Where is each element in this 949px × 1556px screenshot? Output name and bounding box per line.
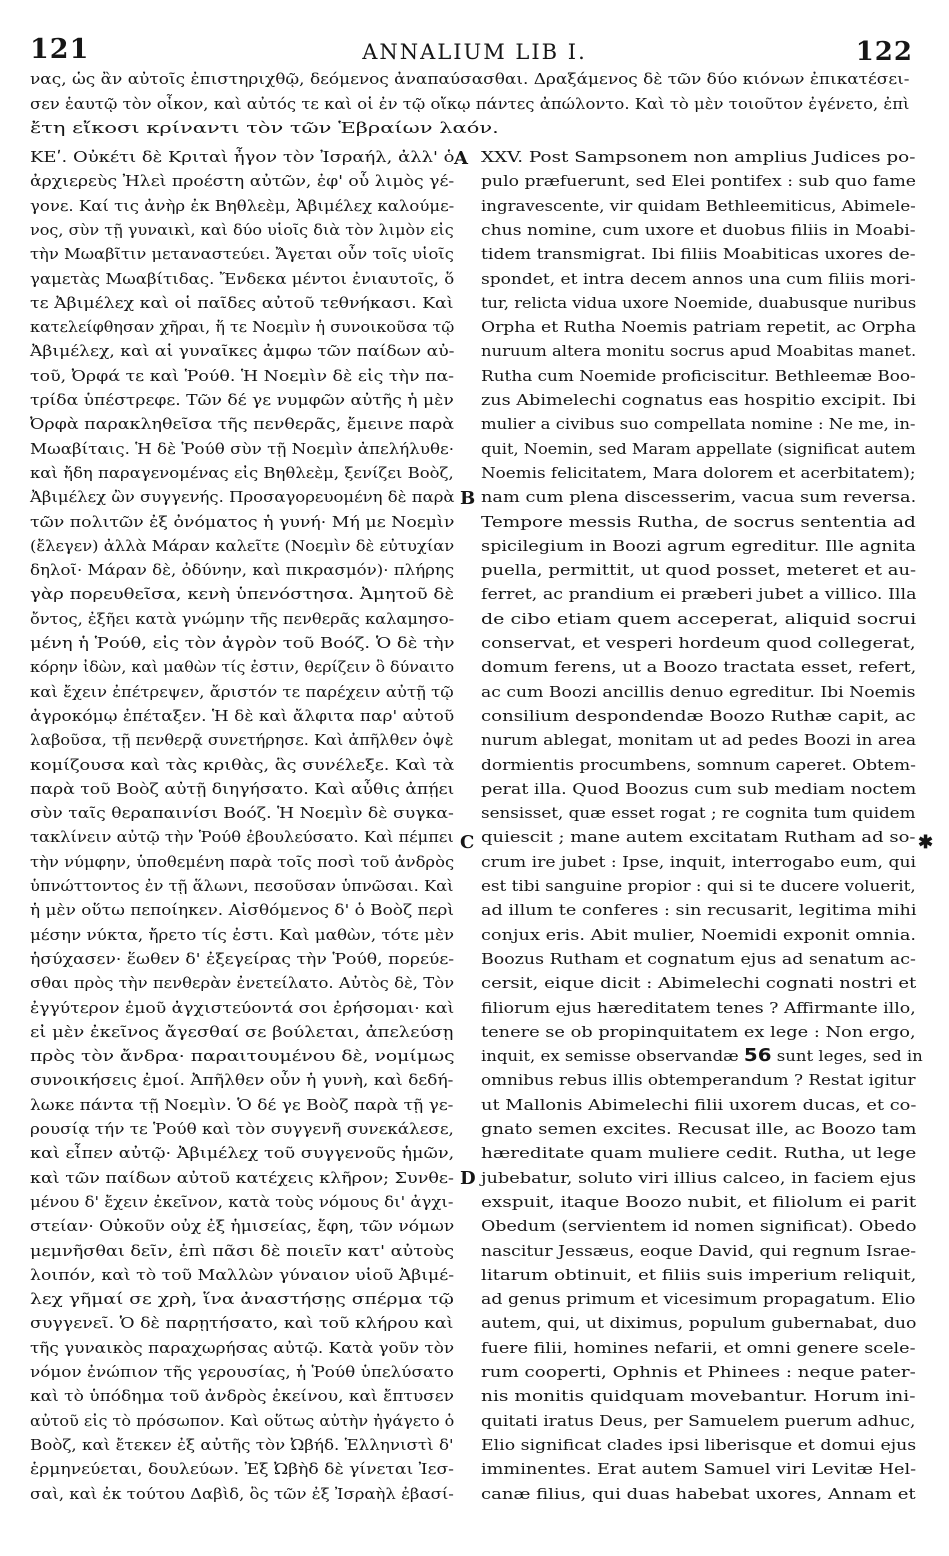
greek-line: νος, σὺν τῇ γυναικὶ, καὶ δύο υἱοῖς διὰ τὸν λιμὸν εἰς bbox=[30, 220, 454, 239]
latin-line: zus Abimelechi cognatus eas hospitio excipit. Ibi bbox=[481, 391, 916, 409]
latin-line: XXV. Post Sampsonem non amplius Judices po- bbox=[481, 148, 916, 166]
latin-line: quit, Noemin, sed Maram appellate (significat autem bbox=[481, 439, 916, 458]
greek-line: εἰ μὲν ἐκεῖνος ἄγεσθαί σε βούλεται, ἀπελεύσῃ bbox=[30, 1022, 454, 1041]
greek-line: δηλοῖ· Μάραν δὲ, ὀδύνην, καὶ πικρασμόν)· πλήρης bbox=[30, 561, 455, 580]
latin-line: imminentes. Erat autem Samuel viri Levitæ Hel- bbox=[481, 1460, 917, 1479]
greek-line: καὶ εἶπεν αὐτῷ· Ἀβιμέλεχ τοῦ συγγενοῦς ἡμῶν, bbox=[30, 1144, 455, 1163]
greek-line: τῆς γυναικὸς παραχωρήσας αὐτῷ. Κατὰ γοῦν τὸν bbox=[30, 1338, 455, 1357]
greek-line: καὶ τῶν παίδων αὐτοῦ κατέχεις κλῆρον; Συνθε- bbox=[30, 1168, 454, 1187]
latin-line: perat illa. Quod Boozus cum sub mediam noctem bbox=[481, 779, 917, 798]
latin-line: sensisset, quæ esset rogat ; re cognita tum quidem bbox=[481, 804, 916, 823]
latin-line: Rutha cum Noemide proficiscitur. Bethleemæ Boo- bbox=[481, 366, 916, 385]
latin-line: crum ire jubet : Ipse, inquit, interrogabo eum, qui bbox=[481, 852, 917, 871]
latin-line: ingravescente, vir quidam Bethleemiticus, Abimele- bbox=[481, 196, 916, 215]
latin-line: autem, qui, ut diximus, populum gubernabat, duo bbox=[481, 1314, 917, 1333]
greek-line: Ἀβιμέλεχ, καὶ αἱ γυναῖκες ἀμφω τῶν παίδων αὐ- bbox=[30, 342, 455, 361]
greek-line: συγγενεῖ. Ὁ δὲ παρῃτήσατο, καὶ τοῦ κλήρου καὶ bbox=[30, 1314, 454, 1333]
greek-line: μένου δ' ἔχειν ἐκεῖνον, κατὰ τοὺς νόμους δι' ἀγχι- bbox=[30, 1192, 454, 1211]
section-marker-a: A bbox=[454, 148, 468, 169]
greek-line: ὑπνώττοντος ἐν τῇ ἅλωνι, πεσοῦσαν ὑπνῶσαι. Καὶ bbox=[30, 877, 454, 895]
latin-line: ac cum Boozi ancillis denuo egreditur. Ibi Noemis bbox=[481, 682, 916, 701]
greek-line: ἀρχιερεὺς Ἠλεὶ προέστη αὐτῶν, ἐφ' οὗ λιμὸς γέ- bbox=[30, 172, 455, 191]
greek-line: παρὰ τοῦ Βοὸζ αὐτῇ διηγήσατο. Καὶ αὖθις ἀπῄει bbox=[30, 779, 455, 798]
greek-line: πρὸς τὸν ἄνδρα· παραιτουμένου δὲ, νομίμως bbox=[30, 1047, 455, 1066]
running-title: ANNALIUM LIB I. bbox=[362, 40, 587, 64]
latin-line: domum ferens, ut a Boozo tractata esset, refert, bbox=[481, 658, 917, 677]
top-line: νας, ὡς ἂν αὐτοῖς ἐπιστηριχθῷ, δεόμενος ἀναπαύσασθαι. Δραξάμενος δὲ τῶν δύο κιόνων ἐπικατέσει- bbox=[30, 70, 910, 88]
latin-line: canæ filius, qui duas habebat uxores, Annam et bbox=[481, 1484, 916, 1503]
section-marker-d: D bbox=[460, 1168, 476, 1189]
greek-line: τακλίνειν αὐτῷ τὴν Ῥούθ ἐβουλεύσατο. Καὶ πέμπει bbox=[30, 828, 454, 847]
latin-line: jubebatur, soluto viri illius calceo, in faciem ejus bbox=[481, 1168, 917, 1187]
left-page-number: 121 bbox=[30, 34, 90, 65]
greek-line: γαμετὰς Μωαβίτιδας. Ἔνδεκα μέντοι ἐνιαυτοῖς, ὅ bbox=[30, 269, 455, 288]
greek-line: Μωαβίταις. Ἡ δὲ Ῥούθ σὺν τῇ Νοεμὶν ἀπελήλυθε· bbox=[30, 439, 455, 458]
latin-line: litarum obtinuit, et filiis suis imperium reliquit, bbox=[481, 1265, 917, 1284]
greek-line: καὶ ἔχειν ἐπέτρεψεν, ἄριστόν τε παρέχειν αὐτῇ τῷ bbox=[30, 682, 454, 701]
greek-line: τῶν πολιτῶν ἐξ ὀνόματος ἡ γυνή· Μή με Νοεμὶν bbox=[30, 512, 455, 531]
greek-line: μέσην νύκτα, ἤρετο τίς ἐστι. Καὶ μαθὼν, τότε μὲν bbox=[30, 925, 455, 944]
latin-line: mulier a civibus suo compellata nomine : Ne me, in- bbox=[481, 415, 916, 434]
right-page-number: 122 bbox=[855, 37, 913, 67]
greek-line: ἐγγύτερον ἐμοῦ ἀγχιστεύοντά σοι ἐρήσομαι· καὶ bbox=[30, 998, 455, 1017]
latin-line: rum cooperti, Ophnis et Phinees : neque pater- bbox=[481, 1363, 916, 1381]
latin-line: consilium despondendæ Boozo Ruthæ capit, ac bbox=[481, 706, 916, 725]
greek-line: κατελείφθησαν χῆραι, ἥ τε Νοεμὶν ἡ συνοικοῦσα τῷ bbox=[30, 318, 455, 337]
latin-line: Tempore messis Rutha, de socrus sententia ad bbox=[481, 512, 916, 531]
greek-line: καὶ τὸ ὑπόδημα τοῦ ἀνδρὸς ἐκείνου, καὶ ἔπτυσεν bbox=[30, 1387, 454, 1406]
greek-line: ρουσίᾳ τήν τε Ῥούθ καὶ τὸν συγγενῆ συνεκάλεσε, bbox=[30, 1120, 454, 1138]
latin-line: nurum ablegat, monitam ut ad pedes Boozi in area bbox=[481, 731, 917, 750]
greek-line: νόμον ἐνώπιον τῆς γερουσίας, ἡ Ῥούθ ὑπελύσατο bbox=[30, 1363, 454, 1381]
latin-line: pulo præfuerunt, sed Elei pontifex : sub quo fame bbox=[481, 172, 916, 191]
latin-line: tur, relicta vidua uxore Noemide, duabusque nuribus bbox=[481, 293, 917, 312]
greek-line: σαὶ, καὶ ἐκ τούτου Δαβὶδ, ὃς τῶν ἐξ Ἰσραὴλ ἐβασί- bbox=[30, 1484, 454, 1503]
latin-line: puella, permittit, ut quod posset, meteret et au- bbox=[481, 561, 917, 580]
greek-line: κομίζουσα καὶ τὰς κριθὰς, ἃς συνέλεξε. Καὶ τὰ bbox=[30, 755, 455, 774]
latin-line: omnibus rebus illis obtemperandum ? Restat igitur bbox=[481, 1071, 916, 1090]
inline-page-marker: 56 bbox=[743, 1045, 772, 1067]
section-marker-c: C bbox=[460, 832, 475, 853]
latin-line: nuruum altera monitu socrus apud Moabitas manet. bbox=[481, 342, 917, 361]
latin-line: filiorum ejus hæreditatem tenes ? Affirmante illo, bbox=[481, 998, 916, 1017]
greek-line: τρίδα ὑπέστρεφε. Τῶν δέ γε νυμφῶν αὐτῆς ἡ μὲν bbox=[30, 391, 454, 409]
latin-line: ad illum te conferes : sin recusarit, legitima mihi bbox=[481, 901, 917, 920]
latin-line: cersit, eique dicit : Abimelechi cognati nostri et bbox=[481, 974, 917, 993]
latin-line: nis monitis quidquam movebantur. Horum ini- bbox=[481, 1387, 916, 1406]
latin-line: ut Mallonis Abimelechi filii uxorem ducas, et co- bbox=[481, 1095, 917, 1114]
greek-line: τὴν νύμφην, ὑποθεμένη παρὰ τοῖς ποσὶ τοῦ ἀνδρὸς bbox=[30, 852, 455, 871]
latin-line: Orpha et Rutha Noemis patriam repetit, ac Orpha bbox=[481, 318, 917, 337]
latin-line: quitati iratus Deus, per Samuelem puerum adhuc, bbox=[481, 1411, 916, 1430]
top-line: σεν ἑαυτῷ τὸν οἶκον, καὶ αὐτός τε καὶ οἱ ἐν τῷ οἴκῳ πάντες ἀπώλοντο. Καὶ τὸ μὲν τοιοῦτον ἐγένετο, ἐπὶ bbox=[30, 94, 910, 113]
greek-line: Βοὸζ, καὶ ἔτεκεν ἐξ αὐτῆς τὸν Ὠβήδ. Ἑλληνιστὶ δ' bbox=[30, 1435, 454, 1454]
section-marker-b: B bbox=[460, 488, 476, 509]
latin-line: dormientis procumbens, somnum caperet. Obtem- bbox=[481, 755, 916, 774]
top-line: ἔτη εἴκοσι κρίναντι τὸν τῶν Ἑβραίων λαόν. bbox=[30, 119, 499, 137]
greek-line: ὄντος, ἐξῆει κατὰ γνώμην τῆς πενθερᾶς καλαμησο- bbox=[30, 609, 455, 628]
greek-line: γονε. Καί τις ἀνὴρ ἐκ Βηθλεὲμ, Ἀβιμέλεχ καλούμε- bbox=[30, 196, 455, 215]
greek-line: τε Ἀβιμέλεχ καὶ οἱ παῖδες αὐτοῦ τεθνήκασι. Καὶ bbox=[30, 293, 454, 312]
latin-line: de cibo etiam quem acceperat, aliquid socrui bbox=[481, 609, 917, 628]
latin-line: nam cum plena discesserim, vacua sum reversa. bbox=[481, 488, 917, 507]
latin-line: Obedum (servientem id nomen significat). Obedo bbox=[481, 1217, 917, 1236]
latin-line: conservat, et vesperi hordeum quod collegerat, bbox=[481, 634, 916, 652]
latin-line: chus nomine, cum uxore et duobus filiis in Moabi- bbox=[481, 220, 916, 239]
greek-line: λοιπόν, καὶ τὸ τοῦ Μαλλὼν γύναιον υἱοῦ Ἀβιμέ- bbox=[30, 1265, 455, 1284]
greek-line: αὐτοῦ εἰς τὸ πρόσωπον. Καὶ οὕτως αὐτὴν ἠγάγετο ὁ bbox=[30, 1411, 455, 1430]
latin-line: spicilegium in Boozi agrum egreditur. Ille agnita bbox=[481, 536, 916, 555]
fleuron-mark: ✱ bbox=[918, 832, 934, 853]
latin-line: conjux eris. Abit mulier, Noemidi exponit omnia. bbox=[481, 925, 917, 944]
latin-line: gnato semen excites. Recusat ille, ac Boozo tam bbox=[481, 1120, 917, 1138]
greek-line: ἑρμηνεύεται, δουλεύων. Ἐξ Ὠβὴδ δὲ γίνεται Ἰεσ- bbox=[30, 1460, 454, 1479]
latin-line: tenere se ob propinquitatem ex lege : Non ergo, bbox=[481, 1022, 916, 1041]
greek-line: γὰρ πορευθεῖσα, κενὴ ὑπενόστησα. Ἀμητοῦ δὲ bbox=[30, 585, 455, 604]
greek-line: κόρην ἰδὼν, καὶ μαθὼν τίς ἐστιν, θερίζειν ὃ δύναιτο bbox=[30, 658, 455, 677]
latin-line: Elio significat clades ipsi liberisque et domui ejus bbox=[481, 1435, 917, 1454]
greek-line: τοῦ, Ὀρφά τε καὶ Ῥούθ. Ἡ Νοεμὶν δὲ εἰς τὴν πα- bbox=[30, 366, 455, 385]
greek-line: ἡ μὲν οὕτω πεποίηκεν. Αἰσθόμενος δ' ὁ Βοὸζ περὶ bbox=[30, 901, 454, 920]
greek-line: λεχ γῆμαί σε χρὴ, ἵνα ἀναστήσῃς σπέρμα τῷ bbox=[30, 1290, 454, 1309]
latin-line: inquit, ex semisse observandæ 56 sunt leges, sed in bbox=[481, 1045, 923, 1067]
latin-line: fuere filii, homines nefarii, et omni genere scele- bbox=[481, 1338, 916, 1357]
greek-line: Ἀβιμέλεχ ὢν συγγενής. Προσαγορευομένη δὲ παρὰ bbox=[30, 488, 455, 507]
greek-line: ἀγροκόμῳ ἐπέταξεν. Ἡ δὲ καὶ ἄλφιτα παρ' αὐτοῦ bbox=[30, 706, 455, 725]
greek-line: στείαν· Οὐκοῦν οὐχ ἐξ ἡμισείας, ἔφη, τῶν νόμων bbox=[30, 1217, 455, 1236]
latin-line: spondet, et intra decem annos una cum filiis mori- bbox=[481, 269, 916, 288]
greek-line: μεμνῆσθαι δεῖν, ἐπὶ πᾶσι δὲ ποιεῖν κατ' αὐτοὺς bbox=[30, 1241, 455, 1260]
greek-line: ΚΕʹ. Οὐκέτι δὲ Κριταὶ ἦγον τὸν Ἰσραήλ, ἀλλ' ὁ bbox=[30, 148, 455, 166]
latin-line: exspuit, itaque Boozo nubit, et filiolum ei parit bbox=[481, 1192, 917, 1211]
greek-line: (ἔλεγεν) ἀλλὰ Μάραν καλεῖτε (Νοεμὶν δὲ εὐτυχίαν bbox=[30, 536, 455, 555]
latin-line: Boozus Rutham et cognatum ejus ad senatum ac- bbox=[481, 949, 916, 968]
greek-line: Ὀρφὰ παρακληθεῖσα τῆς πενθερᾶς, ἔμεινε παρὰ bbox=[30, 415, 455, 434]
greek-line: τὴν Μωαβῖτιν μεταναστεύει. Ἄγεται οὖν τοῖς υἱοῖς bbox=[30, 245, 454, 264]
latin-line: tidem transmigrat. Ibi filiis Moabiticas uxores de- bbox=[481, 245, 916, 264]
latin-line: quiescit ; mane autem excitatam Rutham ad so- bbox=[481, 828, 916, 847]
latin-line: nascitur Jessæus, eoque David, qui regnum Israe- bbox=[481, 1241, 917, 1260]
greek-line: λαβοῦσα, τῇ πενθερᾷ συνετήρησε. Καὶ ἀπῆλθεν ὀψὲ bbox=[30, 731, 454, 750]
latin-line: hæreditate quam muliere cedit. Rutha, ut lege bbox=[481, 1144, 917, 1163]
latin-line: ad genus primum et vicesimum propagatum. Elio bbox=[481, 1290, 916, 1309]
greek-line: μένη ἡ Ῥούθ, εἰς τὸν ἀγρὸν τοῦ Βοόζ. Ὁ δὲ τὴν bbox=[30, 634, 455, 652]
greek-line: σὺν ταῖς θεραπαινίσι Βοόζ. Ἡ Νοεμὶν δὲ συγκα- bbox=[30, 804, 454, 823]
latin-line: est tibi sanguine propior : qui si te ducere voluerit, bbox=[481, 877, 916, 895]
latin-line: Noemis felicitatem, Mara dolorem et acerbitatem); bbox=[481, 463, 916, 482]
latin-line: ferret, ac prandium ei præberi jubet a villico. Illa bbox=[481, 585, 917, 604]
greek-line: συνοικήσεις ἐμοί. Ἀπῆλθεν οὖν ἡ γυνὴ, καὶ δεδή- bbox=[30, 1071, 454, 1090]
greek-line: σθαι πρὸς τὴν πενθερὰν ἐνετείλατο. Αὐτὸς δὲ, Τὸν bbox=[30, 974, 455, 993]
greek-line: λωκε πάντα τῇ Νοεμὶν. Ὁ δέ γε Βοὸζ παρὰ τῇ γε- bbox=[30, 1095, 454, 1114]
greek-line: ἡσύχασεν· ἕωθεν δ' ἐξεγείρας τὴν Ῥούθ, πορεύε- bbox=[30, 949, 455, 968]
greek-line: καὶ ἤδη παραγενομένας εἰς Βηθλεὲμ, ξενίζει Βοὸζ, bbox=[30, 463, 454, 482]
